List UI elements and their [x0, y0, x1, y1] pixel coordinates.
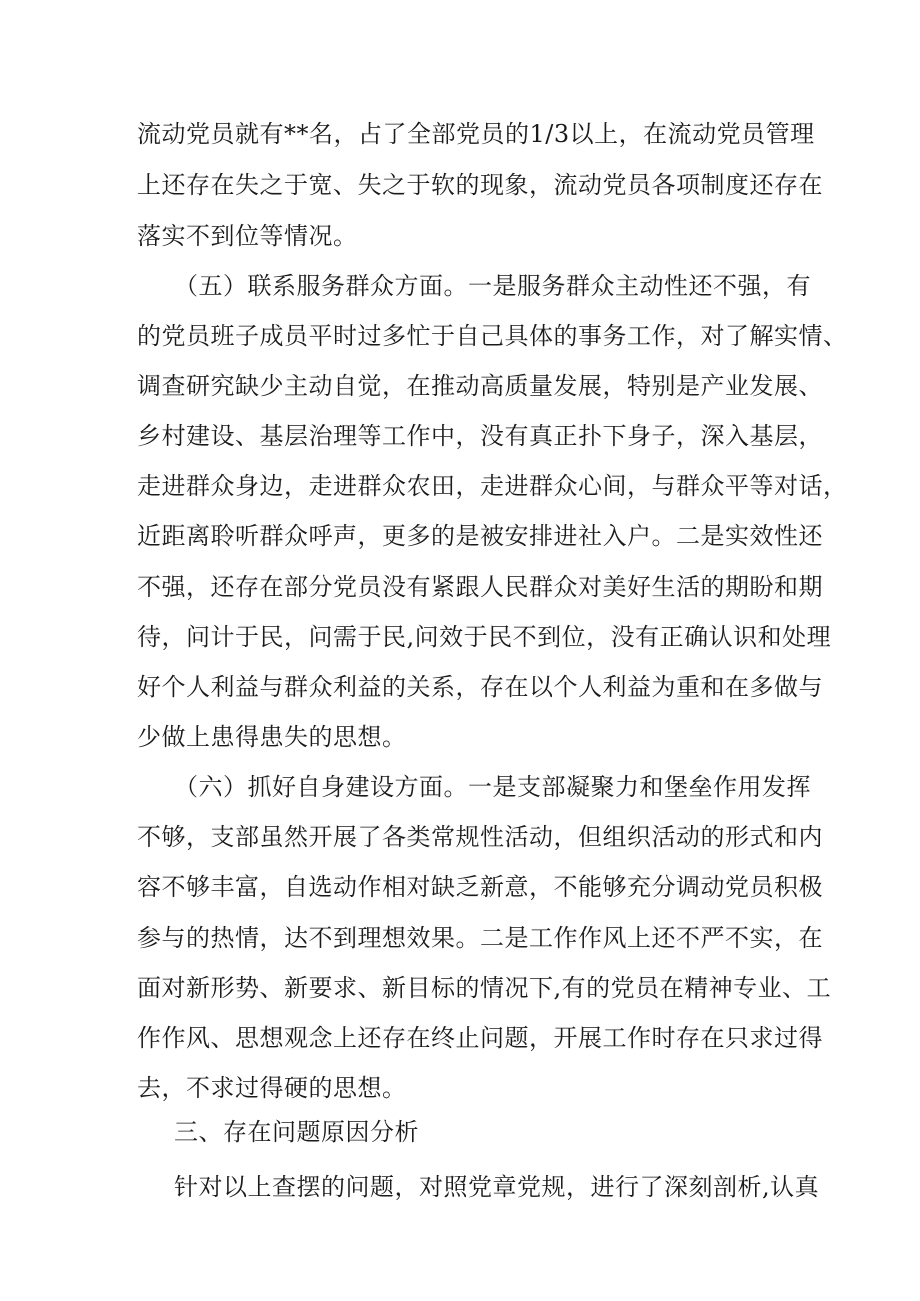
text-line: 流动党员就有**名，占了全部党员的1/3以上，在流动党员管理 — [137, 120, 815, 148]
text-line: 落实不到位等情况。 — [137, 222, 358, 250]
text-line: 去，不求过得硬的思想。 — [137, 1074, 407, 1102]
text-line: 容不够丰富，自选动作相对缺乏新意，不能够充分调动党员积极 — [137, 873, 823, 901]
section-heading-six: （六）抓好自身建设方面。一是支部凝聚力和堡垒作用发挥 — [174, 773, 811, 801]
section-heading-five: （五）联系服务群众方面。一是服务群众主动性还不强，有 — [174, 272, 811, 300]
text-line: 上还存在失之于宽、失之于软的现象，流动党员各项制度还存在 — [137, 171, 823, 199]
text-line: 走进群众身边，走进群众农田，走进群众心间，与群众平等对话， — [137, 472, 848, 500]
chapter-heading-three: 三、存在问题原因分析 — [174, 1118, 419, 1146]
text-line: 作作风、思想观念上还存在终止问题，开展工作时存在只求过得 — [137, 1024, 823, 1052]
text-line: 不强，还存在部分党员没有紧跟人民群众对美好生活的期盼和期 — [137, 573, 823, 601]
text-line: 调查研究缺少主动自觉，在推动高质量发展，特别是产业发展、 — [137, 372, 823, 400]
text-line: 面对新形势、新要求、新目标的情况下,有的党员在精神专业、工 — [137, 974, 832, 1002]
text-line: 不够，支部虽然开展了各类常规性活动，但组织活动的形式和内 — [137, 823, 823, 851]
text-line: 参与的热情，达不到理想效果。二是工作作风上还不严不实，在 — [137, 924, 823, 952]
text-line: 待，问计于民，问需于民,问效于民不到位，没有正确认识和处理 — [137, 623, 832, 651]
text-line: 好个人利益与群众利益的关系，存在以个人利益为重和在多做与 — [137, 673, 823, 701]
text-line: 少做上患得患失的思想。 — [137, 723, 407, 751]
text-line: 针对以上查摆的问题，对照党章党规，进行了深刻剖析,认真 — [174, 1173, 820, 1201]
text-line: 乡村建设、基层治理等工作中，没有真正扑下身子，深入基层， — [137, 422, 823, 450]
text-line: 近距离聆听群众呼声，更多的是被安排进社入户。二是实效性还 — [137, 522, 823, 550]
text-line: 的党员班子成员平时过多忙于自己具体的事务工作，对了解实情、 — [137, 322, 848, 350]
